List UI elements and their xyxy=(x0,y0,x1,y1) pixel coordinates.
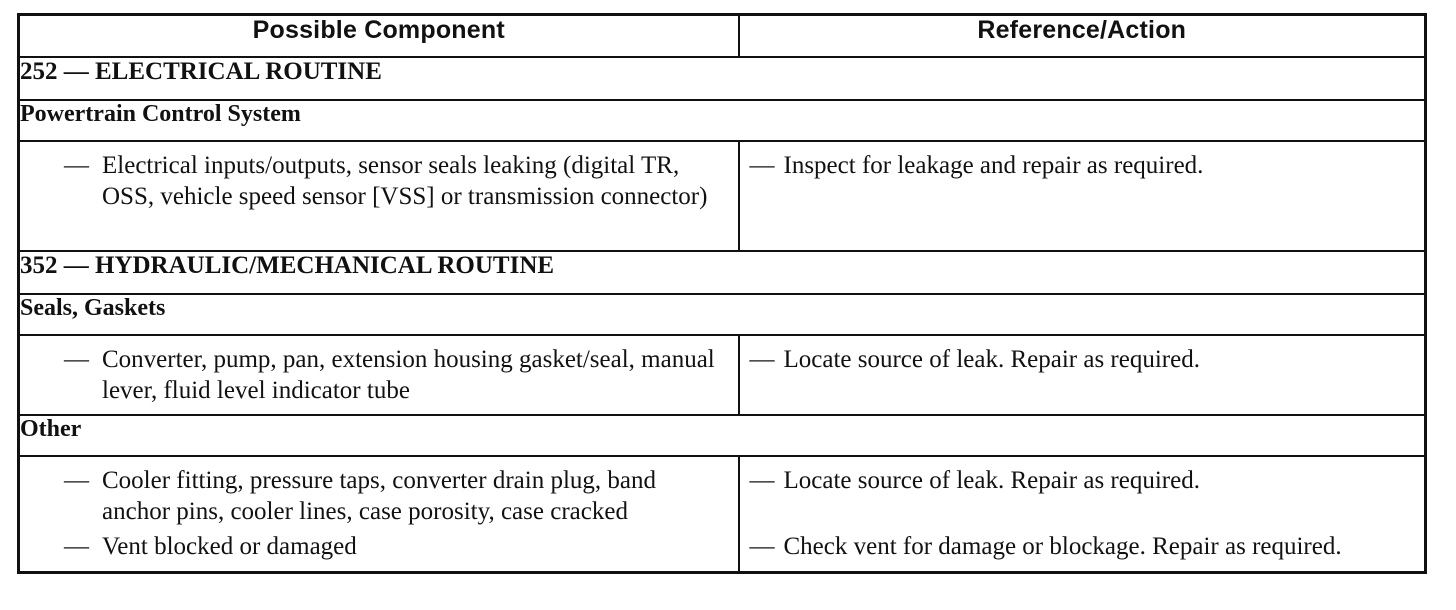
dash-marker: — xyxy=(64,346,89,373)
routine-heading-252: 252 — ELECTRICAL ROUTINE xyxy=(19,57,1426,100)
action-text: Check vent for damage or blockage. Repair as required. xyxy=(783,533,1342,560)
header-row xyxy=(19,15,1426,58)
action-entry xyxy=(740,531,1425,562)
group-heading-seals-gaskets: Seals, Gaskets xyxy=(19,294,1426,335)
component-entry xyxy=(20,344,738,406)
dash-marker: — xyxy=(64,152,89,179)
action-text: Locate source of leak. Repair as required. xyxy=(783,467,1200,494)
action-text: Inspect for leakage and repair as required. xyxy=(783,152,1204,179)
component-cell xyxy=(19,141,739,251)
group-row xyxy=(19,294,1426,335)
group-heading-other: Other xyxy=(19,415,1426,456)
component-text: Cooler fitting, pressure taps, converter drain plug, band anchor pins, cooler lines, case porosity, case cracked xyxy=(102,467,657,525)
component-entry xyxy=(20,465,738,527)
action-cell xyxy=(739,456,1426,573)
component-cell xyxy=(19,456,739,573)
column-header-component: Possible Component xyxy=(19,15,739,58)
component-entry xyxy=(20,150,738,212)
routine-row xyxy=(19,57,1426,100)
dash-marker: — xyxy=(64,533,89,560)
table-row xyxy=(19,141,1426,251)
dash-marker: — xyxy=(64,467,89,494)
dash-marker: — xyxy=(749,533,775,560)
component-text: Vent blocked or damaged xyxy=(102,533,357,560)
component-cell xyxy=(19,335,739,415)
dash-marker: — xyxy=(749,467,775,494)
action-entry xyxy=(740,150,1425,181)
routine-row xyxy=(19,251,1426,294)
action-entry xyxy=(740,465,1425,496)
action-cell xyxy=(739,335,1426,415)
column-header-action: Reference/Action xyxy=(739,15,1426,58)
group-row xyxy=(19,415,1426,456)
routine-heading-352: 352 — HYDRAULIC/MECHANICAL ROUTINE xyxy=(19,251,1426,294)
component-text: Converter, pump, pan, extension housing gasket/seal, manual lever, fluid level indicator tube xyxy=(102,346,715,404)
action-text: Locate source of leak. Repair as required. xyxy=(783,346,1200,373)
group-heading-powertrain: Powertrain Control System xyxy=(19,100,1426,141)
dash-marker: — xyxy=(749,346,775,373)
action-cell xyxy=(739,141,1426,251)
component-entry xyxy=(20,531,738,562)
table-row xyxy=(19,335,1426,415)
dash-marker: — xyxy=(749,152,775,179)
group-row xyxy=(19,100,1426,141)
component-text: Electrical inputs/outputs, sensor seals leaking (digital TR, OSS, vehicle speed sensor [VSS] or transmission connector) xyxy=(102,152,708,210)
diagnosis-table xyxy=(17,13,1427,574)
table-row xyxy=(19,456,1426,573)
action-entry xyxy=(740,344,1425,375)
